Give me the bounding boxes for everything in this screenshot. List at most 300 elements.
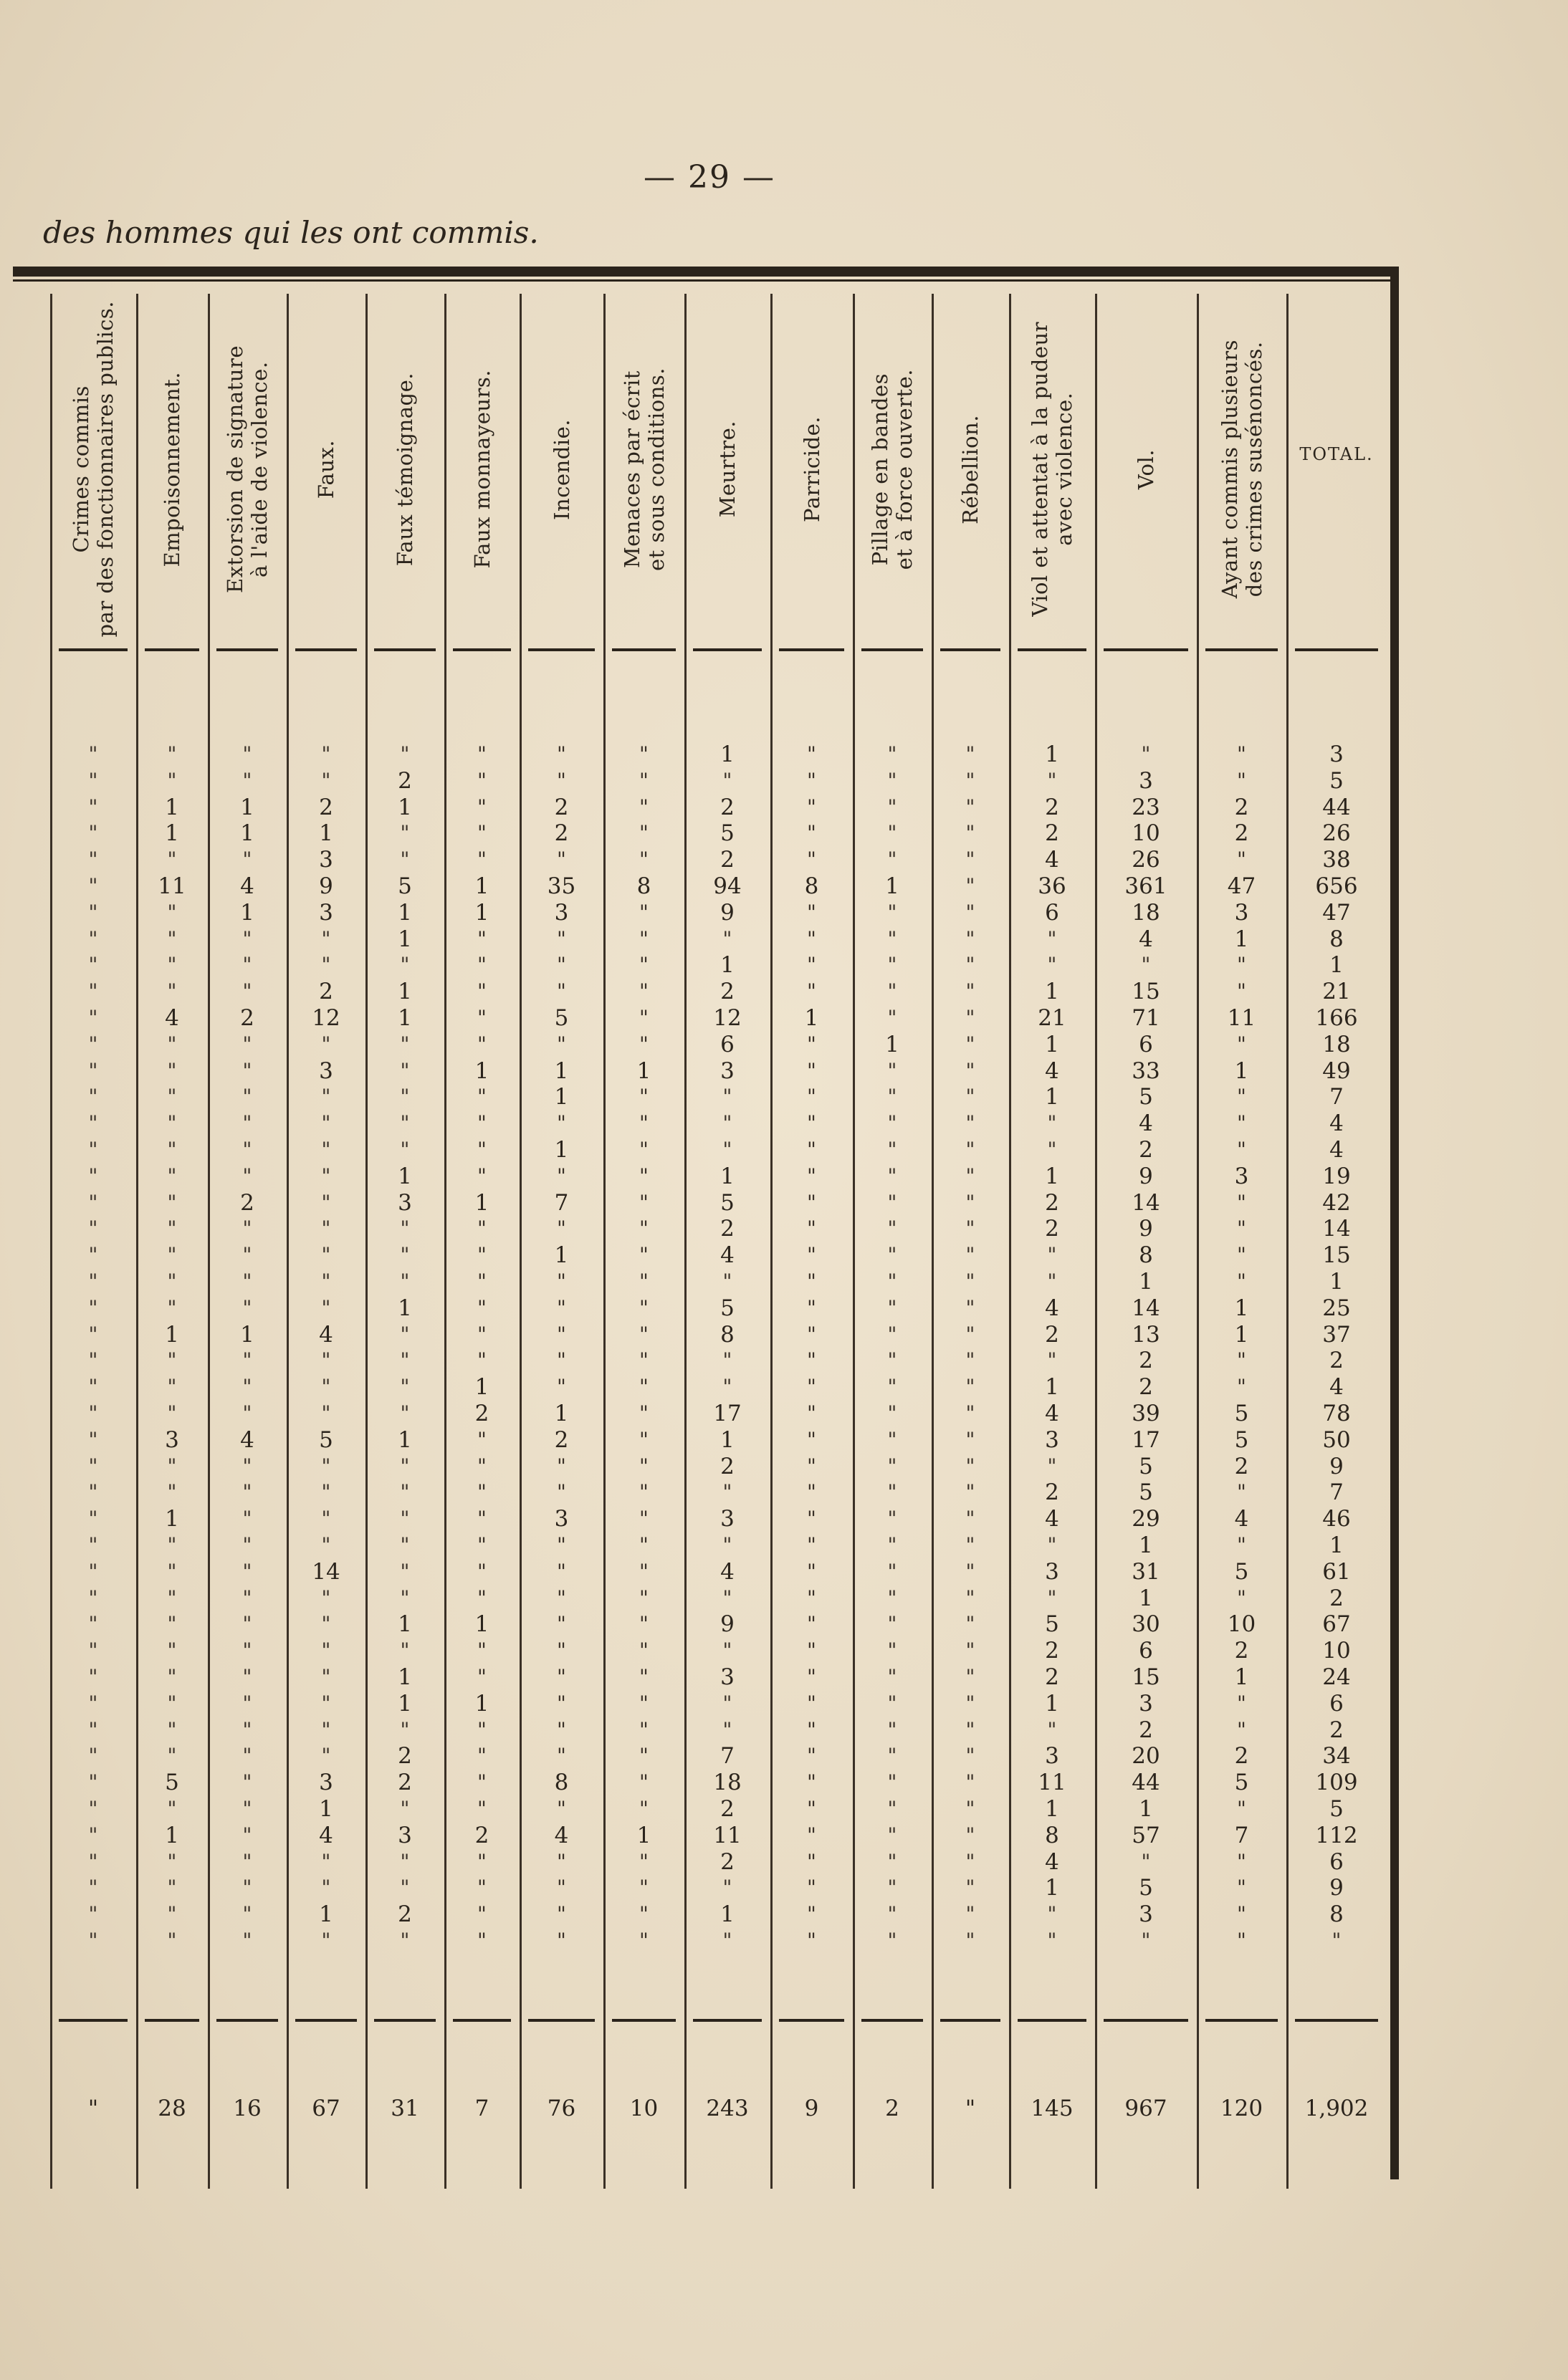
table-cell: 1	[319, 820, 333, 847]
totals-rule	[1205, 2019, 1278, 2022]
table-cell: "	[965, 1929, 975, 1952]
table-cell: 20	[1132, 1743, 1160, 1770]
table-cell: "	[639, 1322, 649, 1346]
total-cell: 16	[233, 2096, 262, 2121]
table-cell: 1	[474, 873, 489, 899]
table-cell: "	[242, 1480, 252, 1505]
table-cell: "	[321, 1217, 331, 1241]
table-cell: 1	[636, 1822, 651, 1848]
table-cell: "	[242, 1717, 252, 1742]
table-cell: "	[400, 848, 410, 872]
table-cell: 1	[165, 1822, 179, 1848]
table-cell: 1	[554, 1137, 569, 1163]
table-cell: "	[887, 1163, 897, 1188]
table-cell: "	[321, 1691, 331, 1715]
table-cell: "	[887, 926, 897, 951]
table-cell: 4	[554, 1822, 569, 1848]
table-cell: "	[557, 926, 566, 951]
table-cell: 35	[547, 873, 576, 899]
table-cell: 15	[1132, 979, 1160, 1005]
table-cell: 47	[1322, 899, 1351, 926]
table-cell: "	[242, 1823, 252, 1847]
table-cell: "	[639, 848, 649, 872]
table-cell: "	[242, 1691, 252, 1715]
totals-rule	[779, 2019, 844, 2022]
table-cell: "	[88, 1111, 98, 1136]
table-cell: "	[477, 821, 487, 845]
table-cell: 5	[720, 1189, 735, 1216]
table-cell: "	[807, 1270, 816, 1293]
table-cell: 26	[1322, 820, 1351, 847]
table-cell: "	[639, 742, 649, 766]
column-header-label: Rébellion.	[958, 414, 983, 524]
table-cell: "	[722, 1717, 732, 1742]
table-cell: 7	[1329, 1479, 1344, 1506]
table-cell: 3	[1045, 1743, 1059, 1770]
running-head: des hommes qui les ont commis.	[43, 215, 539, 250]
table-cell: 37	[1322, 1321, 1351, 1348]
table-cell: "	[807, 1876, 816, 1900]
table-cell: "	[321, 926, 331, 951]
table-cell: "	[887, 1533, 897, 1557]
table-cell: 34	[1322, 1743, 1351, 1770]
table-cell: "	[965, 1058, 975, 1083]
table-cell: "	[242, 1217, 252, 1241]
table-cell: 9	[319, 873, 333, 899]
table-cell: 25	[1322, 1295, 1351, 1321]
table-cell: "	[88, 1058, 98, 1083]
table-cell: 26	[1132, 847, 1160, 873]
table-cell: 36	[1038, 873, 1066, 899]
table-cell: "	[321, 953, 331, 977]
table-cell: 2	[1045, 1638, 1059, 1664]
table-cell: "	[887, 1717, 897, 1742]
table-cell: 7	[720, 1743, 735, 1770]
table-cell: "	[639, 1454, 649, 1478]
table-cell: 9	[720, 1611, 735, 1638]
column-header-label: Empoisonnement.	[160, 371, 184, 567]
table-cell: "	[887, 1348, 897, 1373]
table-cell: "	[722, 1533, 732, 1557]
table-cell: "	[557, 742, 566, 766]
totals-rule	[145, 2019, 199, 2022]
table-cell: 1	[474, 1690, 489, 1717]
total-cell: 76	[547, 2096, 576, 2121]
table-cell: "	[887, 1612, 897, 1636]
table-cell: 1	[1139, 1796, 1153, 1822]
table-cell: "	[807, 1111, 816, 1136]
table-cell: "	[1237, 1929, 1246, 1952]
table-cell: "	[807, 1295, 816, 1320]
table-cell: 361	[1124, 873, 1167, 899]
table-cell: "	[887, 1823, 897, 1847]
table-cell: "	[477, 1849, 487, 1873]
table-cell: 1	[720, 742, 735, 767]
table-cell: "	[965, 1401, 975, 1425]
total-cell: "	[965, 2096, 976, 2121]
table-cell: 2	[398, 1901, 412, 1928]
table-cell: "	[242, 926, 252, 951]
table-cell: 15	[1132, 1664, 1160, 1690]
table-cell: 4	[1045, 1401, 1059, 1426]
table-cell: "	[887, 1797, 897, 1820]
table-cell: "	[477, 1770, 487, 1795]
table-cell: 1	[398, 926, 412, 952]
table-cell: "	[242, 979, 252, 1004]
table-cell: 2	[1045, 1321, 1059, 1348]
table-cell: "	[321, 1533, 331, 1557]
table-cell: 1	[398, 899, 412, 926]
table-cell: 1	[398, 1005, 412, 1031]
table-cell: "	[477, 1929, 487, 1952]
table-cell: "	[807, 953, 816, 977]
table-cell: 1	[554, 1401, 569, 1426]
table-cell: "	[88, 1480, 98, 1505]
table-cell: "	[242, 1849, 252, 1873]
table-cell: 17	[1132, 1426, 1160, 1453]
table-cell: "	[1047, 953, 1057, 977]
table-cell: "	[88, 953, 98, 977]
table-cell: "	[242, 1612, 252, 1636]
table-cell: 9	[1329, 1453, 1344, 1479]
column-header-label: Meurtre.	[715, 421, 740, 518]
table-cell: "	[557, 1270, 566, 1293]
table-cell: "	[477, 1559, 487, 1583]
table-cell: 8	[1139, 1242, 1153, 1269]
table-cell: "	[167, 1295, 177, 1320]
table-cell: 656	[1315, 873, 1358, 899]
table-cell: "	[965, 953, 975, 977]
table-cell: "	[88, 1849, 98, 1873]
table-cell: "	[400, 1111, 410, 1136]
table-cell: "	[88, 1638, 98, 1663]
table-cell: "	[639, 1691, 649, 1715]
table-cell: "	[887, 1058, 897, 1083]
table-cell: "	[1237, 768, 1246, 792]
table-cell: "	[965, 1322, 975, 1346]
table-cell: "	[167, 1243, 177, 1267]
table-cell: 1	[720, 1901, 735, 1928]
table-cell: "	[477, 1295, 487, 1320]
table-cell: "	[887, 1427, 897, 1451]
table-cell: "	[1237, 1585, 1246, 1610]
table-cell: "	[557, 1849, 566, 1873]
total-cell: 1,902	[1304, 2096, 1369, 2121]
table-cell: 8	[1329, 926, 1344, 952]
table-cell: "	[965, 1243, 975, 1267]
table-cell: "	[1237, 1243, 1246, 1267]
table-cell: "	[242, 1929, 252, 1952]
table-cell: "	[321, 1401, 331, 1425]
table-cell: "	[242, 1797, 252, 1820]
table-cell: 1	[885, 1031, 899, 1057]
column-header-label: Crimes commis par des fonctionnaires publics.	[69, 301, 118, 638]
table-cell: "	[1237, 1111, 1246, 1136]
table-cell: "	[242, 768, 252, 792]
table-cell: "	[477, 953, 487, 977]
table-cell: "	[88, 1823, 98, 1847]
table-cell: "	[167, 1691, 177, 1715]
table-cell: 10	[1227, 1611, 1256, 1638]
table-cell: "	[1237, 1480, 1246, 1505]
table-cell: "	[639, 1929, 649, 1952]
table-cell: 5	[165, 1770, 179, 1796]
table-cell: "	[242, 1138, 252, 1161]
totals-rule	[693, 2019, 762, 2022]
table-cell: "	[639, 1006, 649, 1030]
table-cell: "	[167, 1876, 177, 1900]
table-cell: 2	[720, 794, 735, 820]
table-cell: 50	[1322, 1426, 1351, 1453]
table-cell: "	[722, 1876, 732, 1900]
page-number: — 29 —	[644, 159, 775, 196]
table-cell: "	[242, 1744, 252, 1768]
header-rule	[1205, 648, 1278, 651]
table-cell: "	[965, 1559, 975, 1583]
header-rule	[940, 648, 1000, 651]
table-cell: "	[807, 1190, 816, 1214]
table-cell: "	[887, 1454, 897, 1478]
table-cell: 1	[398, 979, 412, 1005]
table-cell: 3	[319, 1057, 333, 1084]
table-cell: 1	[1234, 1664, 1249, 1690]
table-cell: "	[887, 1507, 897, 1531]
table-cell: 5	[398, 873, 412, 899]
table-cell: "	[639, 1902, 649, 1926]
totals-rule	[861, 2019, 923, 2022]
column-header	[208, 294, 287, 645]
table-cell: 1	[1329, 1269, 1344, 1295]
table-cell: 5	[554, 1005, 569, 1031]
table-cell: "	[88, 1270, 98, 1293]
table-cell: 49	[1322, 1057, 1351, 1084]
table-cell: "	[400, 1454, 410, 1478]
table-cell: "	[965, 1295, 975, 1320]
table-cell: 4	[1045, 1057, 1059, 1084]
table-cell: 8	[554, 1770, 569, 1796]
table-cell: "	[88, 1612, 98, 1636]
table-cell: "	[557, 1585, 566, 1610]
table-cell: "	[639, 1638, 649, 1663]
table-cell: "	[477, 1797, 487, 1820]
table-cell: 7	[1234, 1822, 1249, 1848]
table-cell: "	[639, 1876, 649, 1900]
table-cell: "	[400, 1533, 410, 1557]
table-cell: "	[167, 1085, 177, 1109]
table-cell: 2	[240, 1189, 254, 1216]
header-rule	[779, 648, 844, 651]
table-cell: "	[639, 1111, 649, 1136]
table-cell: 6	[1139, 1031, 1153, 1057]
table-cell: "	[400, 1058, 410, 1083]
table-cell: 5	[1329, 767, 1344, 794]
table-cell: "	[639, 768, 649, 792]
table-cell: "	[639, 795, 649, 819]
table-cell: 9	[1139, 1216, 1153, 1242]
table-cell: "	[965, 1612, 975, 1636]
table-cell: 1	[474, 899, 489, 926]
table-cell: "	[807, 1717, 816, 1742]
table-cell: 8	[636, 873, 651, 899]
table-cell: "	[1047, 1717, 1057, 1742]
table-cell: 1	[554, 1084, 569, 1110]
table-cell: 17	[713, 1401, 742, 1426]
table-cell: "	[321, 1612, 331, 1636]
table-cell: "	[167, 900, 177, 924]
column-header-label: Extorsion de signature à l'aide de violence.	[223, 345, 272, 593]
table-cell: "	[400, 1243, 410, 1267]
table-cell: 3	[1234, 1163, 1249, 1189]
table-cell: 3	[554, 1506, 569, 1532]
table-cell: "	[965, 1849, 975, 1873]
column-header	[287, 294, 365, 645]
column-header-label: Pillage en bandes et à force ouverte.	[868, 368, 917, 570]
table-cell: "	[557, 1480, 566, 1505]
column-header	[853, 294, 932, 645]
table-cell: "	[807, 1665, 816, 1689]
table-cell: "	[242, 1085, 252, 1109]
table-cell: 3	[1139, 1901, 1153, 1928]
table-cell: 2	[398, 767, 412, 794]
table-cell: "	[887, 1085, 897, 1109]
table-cell: "	[639, 821, 649, 845]
table-cell: "	[477, 1533, 487, 1557]
table-cell: 1	[398, 1426, 412, 1453]
table-cell: 21	[1038, 1005, 1066, 1031]
column-header-label: Faux monnayeurs.	[469, 370, 494, 569]
table-cell: 15	[1322, 1242, 1351, 1269]
table-cell: 2	[720, 1848, 735, 1875]
table-cell: "	[887, 1375, 897, 1399]
table-cell: "	[88, 1533, 98, 1557]
table-cell: 4	[1045, 1848, 1059, 1875]
table-cell: 2	[720, 1796, 735, 1822]
table-cell: 1	[1045, 1031, 1059, 1057]
total-cell: "	[87, 2096, 99, 2121]
table-cell: 5	[1139, 1453, 1153, 1479]
table-cell: "	[242, 1058, 252, 1083]
table-cell: "	[965, 1190, 975, 1214]
table-cell: "	[321, 1375, 331, 1399]
table-cell: "	[477, 1322, 487, 1346]
totals-rule	[528, 2019, 595, 2022]
table-cell: 4	[319, 1822, 333, 1848]
table-cell: "	[400, 1480, 410, 1505]
total-cell: 9	[804, 2096, 819, 2121]
table-cell: 2	[1139, 1717, 1153, 1743]
table-cell: 24	[1322, 1664, 1351, 1690]
total-cell: 967	[1124, 2096, 1167, 2121]
table-cell: 12	[713, 1005, 742, 1031]
table-cell: "	[88, 1454, 98, 1478]
table-cell: 1	[165, 820, 179, 847]
table-cell: 1	[1234, 1057, 1249, 1084]
table-cell: "	[1237, 979, 1246, 1004]
table-cell: 2	[1329, 1717, 1344, 1743]
table-cell: 44	[1132, 1770, 1160, 1796]
table-cell: 1	[240, 1321, 254, 1348]
table-cell: "	[242, 1876, 252, 1900]
table-cell: "	[400, 953, 410, 977]
table-cell: "	[1237, 1533, 1246, 1557]
table-cell: 1	[1045, 1690, 1059, 1717]
table-cell: "	[807, 1744, 816, 1768]
table-cell: "	[477, 1876, 487, 1900]
table-cell: "	[242, 1032, 252, 1056]
table-cell: 8	[1045, 1822, 1059, 1848]
total-cell: 120	[1220, 2096, 1263, 2121]
table-cell: "	[477, 1744, 487, 1768]
table-cell: "	[807, 1138, 816, 1161]
table-cell: 2	[720, 1453, 735, 1479]
table-cell: 31	[1132, 1558, 1160, 1585]
column-header	[444, 294, 520, 645]
table-cell: 1	[720, 1163, 735, 1189]
table-cell: "	[807, 1823, 816, 1847]
table-cell: "	[242, 1638, 252, 1663]
table-cell: "	[887, 1638, 897, 1663]
table-cell: "	[965, 821, 975, 845]
column-header	[603, 294, 684, 645]
table-cell: "	[887, 1295, 897, 1320]
table-cell: 5	[1234, 1770, 1249, 1796]
table-cell: 5	[1139, 1875, 1153, 1901]
table-cell: "	[807, 1902, 816, 1926]
table-cell: "	[242, 953, 252, 977]
header-rule	[528, 648, 595, 651]
table-cell: 1	[398, 1664, 412, 1690]
table-cell: 1	[720, 952, 735, 979]
table-cell: "	[1047, 926, 1057, 951]
table-cell: "	[477, 742, 487, 766]
table-cell: "	[321, 742, 331, 766]
table-cell: 11	[1038, 1770, 1066, 1796]
column-header-label: Incendie.	[549, 418, 574, 520]
table-cell: "	[1047, 1138, 1057, 1161]
table-cell: "	[88, 1032, 98, 1056]
table-cell: 5	[1139, 1479, 1153, 1506]
table-cell: "	[321, 1163, 331, 1188]
header-rule	[453, 648, 511, 651]
table-cell: "	[242, 1507, 252, 1531]
table-cell: "	[965, 1691, 975, 1715]
table-cell: "	[887, 1243, 897, 1267]
table-cell: "	[557, 1638, 566, 1663]
table-cell: "	[965, 1111, 975, 1136]
table-cell: 6	[720, 1031, 735, 1057]
table-cell: "	[807, 742, 816, 766]
table-cell: "	[807, 1559, 816, 1583]
table-cell: 1	[1234, 926, 1249, 952]
table-cell: "	[400, 1507, 410, 1531]
table-cell: "	[1237, 1348, 1246, 1373]
table-cell: 21	[1322, 979, 1351, 1005]
table-cell: 4	[720, 1242, 735, 1269]
table-cell: "	[639, 1797, 649, 1820]
table-cell: "	[477, 1348, 487, 1373]
top-rule	[13, 267, 1396, 277]
total-cell: 10	[629, 2096, 659, 2121]
table-cell: "	[557, 1902, 566, 1926]
table-cell: "	[167, 1190, 177, 1214]
table-cell: "	[887, 1559, 897, 1583]
table-cell: "	[88, 1929, 98, 1952]
table-cell: "	[639, 1401, 649, 1425]
table-cell: "	[400, 1217, 410, 1241]
table-cell: 6	[1045, 899, 1059, 926]
total-cell: 31	[391, 2096, 419, 2121]
table-cell: "	[557, 1111, 566, 1136]
